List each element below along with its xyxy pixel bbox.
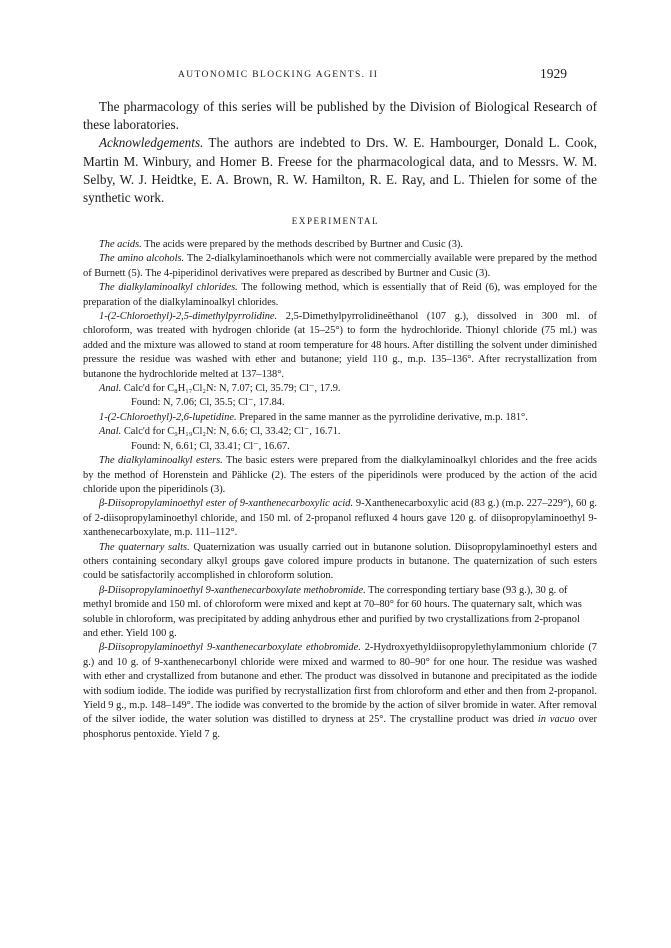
- analysis-calculated-2: Anal. Calc'd for C₉H₁₉Cl₂N: N, 6.6; Cl, 33.42; Cl⁻, 16.71.: [99, 426, 341, 438]
- paragraph-acids: The acids. The acids were prepared by the methods described by Burtner and Cusic (3).: [99, 239, 463, 250]
- acknowledgements-lead: Acknowledgements.: [99, 135, 204, 151]
- paragraph-dialkylaminoalkyl-esters: The dialkylaminoalkyl esters. The basic esters were prepared from the dialkylaminoalkyl chlorides and the free acids by the method of Horenstein and Pählicke (2). The esters of the piperidinols were produced by the action of the acid chloride upon the piperidinols (3).: [83, 455, 597, 495]
- paragraph-ethobromide: β-Diisopropylaminoethyl 9-xanthenecarboxylate ethobromide. 2-Hydroxyethyldiisopropylethylammonium chloride (7 g.) and 10 g. of 9-xanthenecarbonyl chloride were mixed and warmed to 80–90° for one hour. The residue was washed with ether and crystallized from butanone and ether. The product was dissolved in butanone and precipitated as the iodide with sodium iodide. The iodide was purified by recrystallization first from chloroform and ether and then from 2-propanol. Yield 9 g., m.p. 148–149°. The iodide was converted to the bromide by the action of silver bromide in water. After removal of the silver iodide, the water solution was distilled to dryness at 25°. The crystalline product was dried in vacuo over phosphorus pentoxide. Yield 7 g.: [83, 642, 597, 740]
- analysis-found-1: Found: N, 7.06; Cl, 35.5; Cl⁻, 17.84.: [131, 397, 285, 409]
- paragraph-quaternary-salts: The quaternary salts. Quaternization was usually carried out in butanone solution. Diisopropylaminoethyl esters and others containing secondary alkyl groups gave colored impure products in butanone. The quaternization of such esters could be satisfactorily accomplished in chloroform solution.: [83, 541, 597, 582]
- analysis-calculated-1: Anal. Calc'd for C₈H₁₇Cl₂N: N, 7.07; Cl, 35.79; Cl⁻, 17.9.: [99, 383, 341, 395]
- paragraph-chloroethyl-dimethylpyrrolidine: 1-(2-Chloroethyl)-2,5-dimethylpyrrolidine. 2,5-Dimethylpyrrolidineëthanol (107 g.), dissolved in 300 ml. of chloroform, was treated with hydrogen chloride (at 15–25°) to form the hydrochloride. Thionyl chloride (75 ml.) was added and the mixture was allowed to stand at room temperature for 48 hours. After distilling the solvent under diminished pressure the residue was washed with ether and butanone; yield 110 g., m.p. 135–136°. After recrystallization from butanone the hydrochloride melted at 137–138°.: [83, 311, 597, 380]
- experimental-body: [83, 238, 597, 742]
- analysis-found-2: Found: N, 6.61; Cl, 33.41; Cl⁻, 16.67.: [131, 440, 290, 452]
- running-title: AUTONOMIC BLOCKING AGENTS. II: [178, 70, 379, 80]
- paragraph-amino-alcohols: The amino alcohols. The 2-dialkylaminoethanols which were not commercially available were prepared by the method of Burnett (5). The 4-piperidinol derivatives were prepared as described by Burtner and Cusic (3).: [83, 253, 597, 279]
- acknowledgements: Acknowledgements. The authors are indebted to Drs. W. E. Hambourger, Donald L. Cook, Martin M. Winbury, and Homer B. Freese for the pharmacological data, and to Messrs. W. M. Selby, W. J. Heidtke, E. A. Brown, R. W. Hamilton, R. E. Ray, and L. Thielen for some of the synthetic work.: [83, 135, 597, 206]
- running-head: [0, 66, 671, 86]
- paragraph-chloroethyl-lupetidine: 1-(2-Chloroethyl)-2,6-lupetidine. Prepared in the same manner as the pyrrolidine derivative, m.p. 181°.: [99, 411, 528, 423]
- paragraph-diisopropylaminoethyl-ester: β-Diisopropylaminoethyl ester of 9-xanthenecarboxylic acid. 9-Xanthenecarboxylic acid (83 g.) (m.p. 227–229°), 60 g. of 2-diisopropylaminoethyl chloride, and 150 ml. of 2-propanol refluxed 4 hours gave 120 g. of diisopropylaminoethyl 9-xanthenecarboxylate, m.p. 111–112°.: [83, 498, 597, 539]
- page-number: 1929: [540, 66, 567, 81]
- paragraph-dialkylaminoalkyl-chlorides: The dialkylaminoalkyl chlorides. The following method, which is essentially that of Reid (6), was employed for the preparation of the dialkylaminoalkyl chlorides.: [83, 282, 597, 308]
- section-heading-experimental: EXPERIMENTAL: [291, 216, 380, 226]
- pharmacology-note: The pharmacology of this series will be published by the Division of Biological Research of these laboratories.: [83, 99, 597, 133]
- paragraph-methobromide: β-Diisopropylaminoethyl 9-xanthenecarboxylate methobromide. The corresponding tertiary base (93 g.), 30 g. of methyl bromide and 150 ml. of chloroform were mixed and kept at 70–80° for 60 hours. The quaternary salt, which was soluble in chloroform, was precipitated by adding anhydrous ether and purified by two crystallizations from 2-propanol and ether. Yield 100 g.: [83, 584, 582, 639]
- intro-section: [83, 98, 597, 207]
